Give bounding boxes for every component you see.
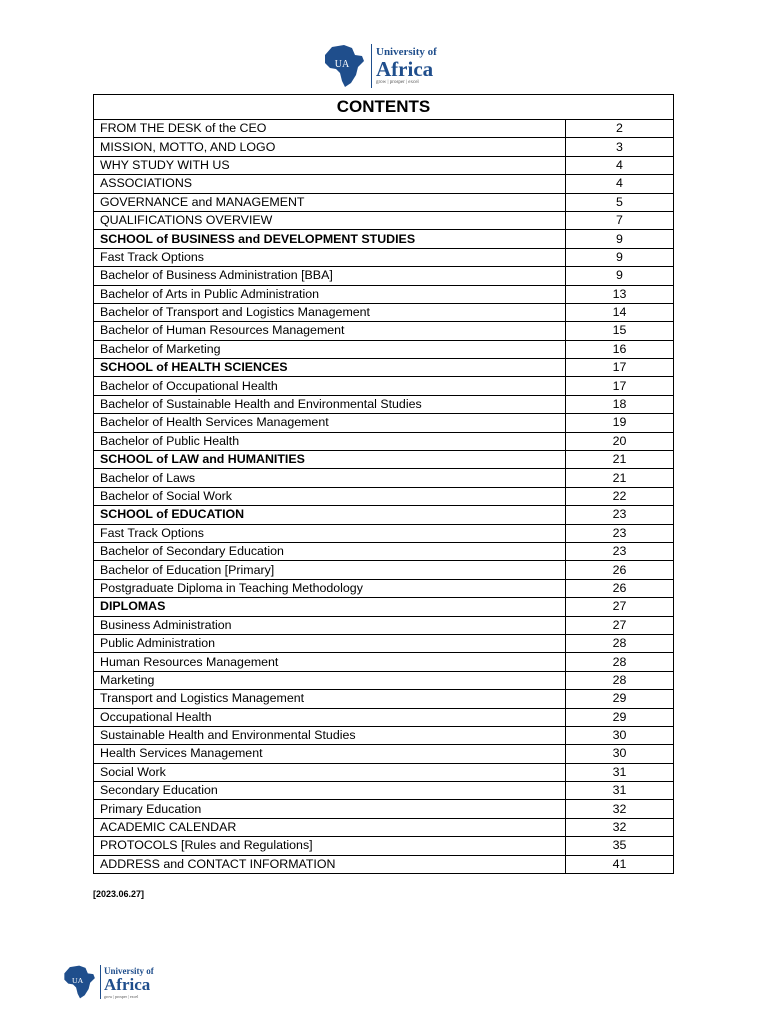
entry-page-number: 28 xyxy=(566,653,674,671)
table-row xyxy=(94,303,674,321)
table-row xyxy=(94,745,674,763)
table-row xyxy=(94,487,674,505)
table-row xyxy=(94,120,674,138)
table-row xyxy=(94,561,674,579)
table-row xyxy=(94,138,674,156)
entry-page-number: 32 xyxy=(566,818,674,836)
entry-title: WHY STUDY WITH US xyxy=(94,156,566,174)
table-row xyxy=(94,837,674,855)
entry-title: Marketing xyxy=(94,671,566,689)
table-row xyxy=(94,506,674,524)
entry-title: Bachelor of Social Work xyxy=(94,487,566,505)
entry-page-number: 9 xyxy=(566,267,674,285)
entry-page-number: 23 xyxy=(566,542,674,560)
logo-line2: Africa xyxy=(376,57,434,81)
entry-title: Transport and Logistics Management xyxy=(94,690,566,708)
table-row xyxy=(94,469,674,487)
logo-tagline: grow | prosper | excel xyxy=(104,993,139,999)
entry-title: PROTOCOLS [Rules and Regulations] xyxy=(94,837,566,855)
table-row xyxy=(94,855,674,873)
entry-title: SCHOOL of EDUCATION xyxy=(94,506,566,524)
entry-title: Sustainable Health and Environmental Studies xyxy=(94,726,566,744)
entry-title: Human Resources Management xyxy=(94,653,566,671)
entry-title: Bachelor of Laws xyxy=(94,469,566,487)
contents-table xyxy=(93,94,674,874)
entry-page-number: 13 xyxy=(566,285,674,303)
entry-page-number: 29 xyxy=(566,690,674,708)
entry-page-number: 14 xyxy=(566,303,674,321)
table-row xyxy=(94,690,674,708)
entry-title: Secondary Education xyxy=(94,782,566,800)
table-row xyxy=(94,782,674,800)
entry-page-number: 26 xyxy=(566,579,674,597)
entry-page-number: 30 xyxy=(566,745,674,763)
university-logo xyxy=(322,43,437,89)
entry-page-number: 23 xyxy=(566,524,674,542)
entry-page-number: 4 xyxy=(566,156,674,174)
table-row xyxy=(94,634,674,652)
entry-title: ACADEMIC CALENDAR xyxy=(94,818,566,836)
entry-title: Bachelor of Public Health xyxy=(94,432,566,450)
entry-page-number: 18 xyxy=(566,395,674,413)
entry-page-number: 17 xyxy=(566,377,674,395)
entry-title: SCHOOL of BUSINESS and DEVELOPMENT STUDIES xyxy=(94,230,566,248)
entry-page-number: 27 xyxy=(566,598,674,616)
entry-title: Bachelor of Business Administration [BBA] xyxy=(94,267,566,285)
table-row xyxy=(94,230,674,248)
entry-title: ASSOCIATIONS xyxy=(94,175,566,193)
table-row xyxy=(94,524,674,542)
entry-title: Bachelor of Arts in Public Administration xyxy=(94,285,566,303)
entry-page-number: 31 xyxy=(566,782,674,800)
entry-title: MISSION, MOTTO, AND LOGO xyxy=(94,138,566,156)
entry-page-number: 7 xyxy=(566,211,674,229)
entry-title: Bachelor of Sustainable Health and Environmental Studies xyxy=(94,395,566,413)
table-row xyxy=(94,175,674,193)
entry-title: Fast Track Options xyxy=(94,524,566,542)
africa-map-icon xyxy=(322,43,368,89)
table-row xyxy=(94,340,674,358)
entry-title: QUALIFICATIONS OVERVIEW xyxy=(94,211,566,229)
table-row xyxy=(94,598,674,616)
entry-title: FROM THE DESK of the CEO xyxy=(94,120,566,138)
africa-map-icon xyxy=(62,964,98,1000)
entry-title: Fast Track Options xyxy=(94,248,566,266)
table-row xyxy=(94,451,674,469)
entry-title: Business Administration xyxy=(94,616,566,634)
entry-title: Bachelor of Secondary Education xyxy=(94,542,566,560)
logo-line2: Africa xyxy=(104,974,151,994)
table-row xyxy=(94,800,674,818)
logo-line1: University of xyxy=(104,965,154,976)
entry-page-number: 30 xyxy=(566,726,674,744)
entry-page-number: 5 xyxy=(566,193,674,211)
logo-initials: UA xyxy=(334,59,350,70)
table-row xyxy=(94,322,674,340)
entry-title: SCHOOL of LAW and HUMANITIES xyxy=(94,451,566,469)
table-row xyxy=(94,395,674,413)
entry-page-number: 23 xyxy=(566,506,674,524)
entry-page-number: 28 xyxy=(566,671,674,689)
table-row xyxy=(94,708,674,726)
entry-title: Public Administration xyxy=(94,634,566,652)
entry-page-number: 28 xyxy=(566,634,674,652)
entry-title: Primary Education xyxy=(94,800,566,818)
university-logo-footer xyxy=(62,964,154,1000)
contents-heading: CONTENTS xyxy=(94,95,674,120)
table-row xyxy=(94,248,674,266)
entry-title: Bachelor of Marketing xyxy=(94,340,566,358)
entry-page-number: 20 xyxy=(566,432,674,450)
table-row xyxy=(94,653,674,671)
entry-page-number: 9 xyxy=(566,230,674,248)
table-row xyxy=(94,616,674,634)
contents-body xyxy=(94,120,674,874)
date-stamp: [2023.06.27] xyxy=(93,889,145,899)
entry-page-number: 26 xyxy=(566,561,674,579)
table-row xyxy=(94,432,674,450)
table-row xyxy=(94,211,674,229)
table-row xyxy=(94,579,674,597)
entry-page-number: 21 xyxy=(566,451,674,469)
entry-page-number: 21 xyxy=(566,469,674,487)
table-row xyxy=(94,542,674,560)
logo-tagline: grow | prosper | excel xyxy=(376,80,419,85)
entry-title: Bachelor of Health Services Management xyxy=(94,414,566,432)
entry-page-number: 2 xyxy=(566,120,674,138)
table-row xyxy=(94,414,674,432)
table-row xyxy=(94,726,674,744)
entry-page-number: 17 xyxy=(566,359,674,377)
table-row xyxy=(94,285,674,303)
table-row xyxy=(94,763,674,781)
entry-page-number: 4 xyxy=(566,175,674,193)
entry-page-number: 41 xyxy=(566,855,674,873)
entry-page-number: 9 xyxy=(566,248,674,266)
entry-title: Bachelor of Occupational Health xyxy=(94,377,566,395)
entry-page-number: 3 xyxy=(566,138,674,156)
entry-title: Social Work xyxy=(94,763,566,781)
entry-title: Bachelor of Transport and Logistics Management xyxy=(94,303,566,321)
entry-page-number: 19 xyxy=(566,414,674,432)
table-row xyxy=(94,267,674,285)
table-row xyxy=(94,359,674,377)
table-row xyxy=(94,193,674,211)
entry-title: Occupational Health xyxy=(94,708,566,726)
table-row xyxy=(94,671,674,689)
logo-initials: UA xyxy=(72,975,84,985)
logo-line1: University of xyxy=(376,46,437,58)
entry-page-number: 22 xyxy=(566,487,674,505)
entry-title: ADDRESS and CONTACT INFORMATION xyxy=(94,855,566,873)
entry-page-number: 32 xyxy=(566,800,674,818)
entry-title: GOVERNANCE and MANAGEMENT xyxy=(94,193,566,211)
table-row xyxy=(94,156,674,174)
table-row xyxy=(94,818,674,836)
entry-page-number: 29 xyxy=(566,708,674,726)
entry-page-number: 31 xyxy=(566,763,674,781)
logo-divider xyxy=(100,965,101,999)
entry-title: Health Services Management xyxy=(94,745,566,763)
entry-title: Postgraduate Diploma in Teaching Methodology xyxy=(94,579,566,597)
table-row xyxy=(94,377,674,395)
entry-title: Bachelor of Education [Primary] xyxy=(94,561,566,579)
entry-page-number: 16 xyxy=(566,340,674,358)
entry-page-number: 35 xyxy=(566,837,674,855)
entry-title: SCHOOL of HEALTH SCIENCES xyxy=(94,359,566,377)
logo-divider xyxy=(371,44,372,88)
entry-page-number: 15 xyxy=(566,322,674,340)
entry-page-number: 27 xyxy=(566,616,674,634)
entry-title: DIPLOMAS xyxy=(94,598,566,616)
entry-title: Bachelor of Human Resources Management xyxy=(94,322,566,340)
